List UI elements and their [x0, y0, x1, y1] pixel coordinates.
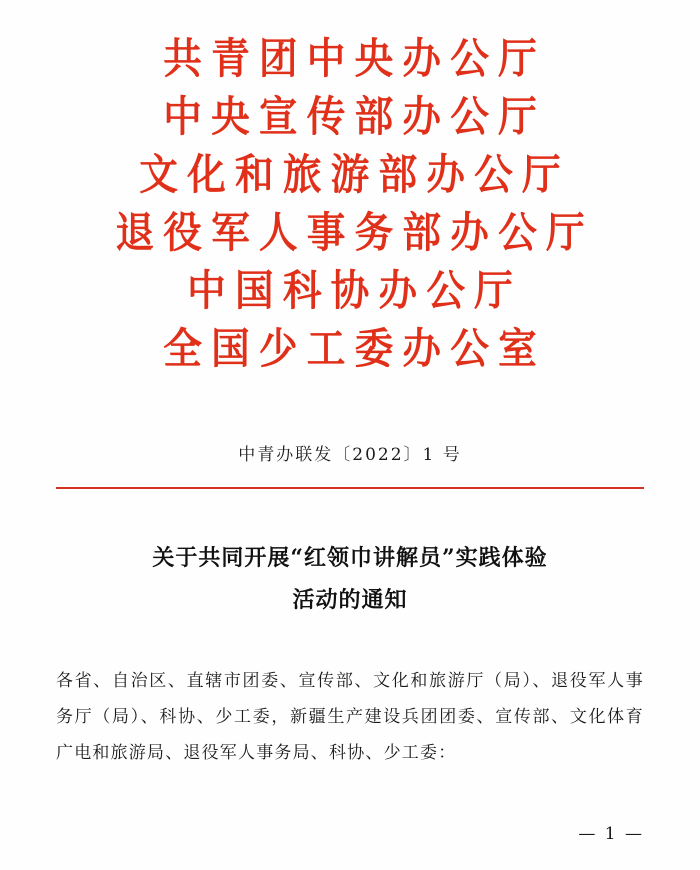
document-number-row [0, 440, 700, 465]
masthead-line-1: 共青团中央办公厅 [163, 34, 546, 83]
red-separator-rule [56, 487, 644, 489]
body-paragraph: 各省、自治区、直辖市团委、宣传部、文化和旅游厅（局）、退役军人事务厅（局）、科协、少工委，新疆生产建设兵团团委、宣传部、文化体育广电和旅游局、退役军人事务局、科协、少工委： [56, 671, 644, 763]
masthead [0, 0, 700, 378]
masthead-line-4: 退役军人事务部办公厅 [115, 208, 594, 257]
page-number: — 1 — [578, 824, 644, 844]
document-number: 中青办联发〔2022〕1 号 [238, 445, 462, 465]
document-body [56, 663, 644, 771]
masthead-line-3: 文化和旅游部办公厅 [139, 150, 570, 199]
masthead-line-6: 全国少工委办公室 [163, 324, 546, 373]
document-title-line-2: 活动的通知 [292, 587, 408, 613]
document-title-line-1: 关于共同开展“红领巾讲解员”实践体验 [152, 545, 548, 571]
masthead-line-2: 中央宣传部办公厅 [163, 92, 546, 141]
document-title [0, 537, 700, 621]
masthead-line-5: 中国科协办公厅 [187, 266, 523, 315]
